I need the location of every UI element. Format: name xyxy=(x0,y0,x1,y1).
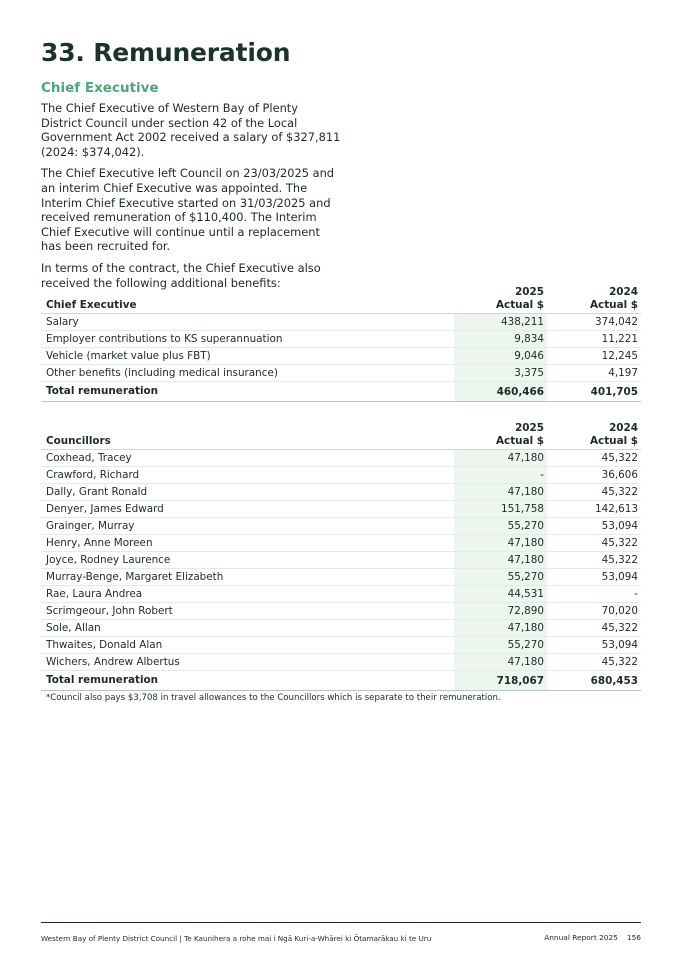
row-label: Joyce, Rodney Laurence xyxy=(41,552,454,569)
row-label: Scrimgeour, John Robert xyxy=(41,603,454,620)
row-label: Wichers, Andrew Albertus xyxy=(41,654,454,671)
value-2025: 3,375 xyxy=(454,365,547,382)
value-2025: 55,270 xyxy=(454,637,547,654)
table-row xyxy=(41,569,641,586)
header-year: 2025 xyxy=(515,422,544,434)
value-2025: 44,531 xyxy=(454,586,547,603)
paragraph-salary: The Chief Executive of Western Bay of Plenty District Council under section 42 of the Local Government Act 2002 received a salary of $327,811 (2024: $374,042). xyxy=(41,101,341,159)
paragraph-interim: The Chief Executive left Council on 23/03/2025 and an interim Chief Executive was appointed. The Interim Chief Executive started on 31/03/2025 and received remuneration of $110,400. The Interim Chief Executive will continue until a replacement has been recruited for. xyxy=(41,166,335,254)
row-label: Grainger, Murray xyxy=(41,518,454,535)
header-unit: Actual $ xyxy=(590,435,638,447)
value-2025: 55,270 xyxy=(454,569,547,586)
table-row xyxy=(41,331,641,348)
header-unit: Actual $ xyxy=(496,299,544,311)
table-row xyxy=(41,467,641,484)
table-row xyxy=(41,586,641,603)
table-row xyxy=(41,314,641,331)
footer-report-title: Annual Report 2025 xyxy=(544,933,618,942)
header-year: 2024 xyxy=(609,286,638,298)
value-2024: 4,197 xyxy=(547,365,641,382)
value-2025: 47,180 xyxy=(454,654,547,671)
row-label: Salary xyxy=(41,314,454,331)
value-2024: 70,020 xyxy=(547,603,641,620)
row-label: Sole, Allan xyxy=(41,620,454,637)
column-header-2025 xyxy=(454,422,547,450)
row-label: Henry, Anne Moreen xyxy=(41,535,454,552)
row-label: Coxhead, Tracey xyxy=(41,450,454,467)
page-title: 33. Remuneration xyxy=(41,38,291,67)
table-row xyxy=(41,535,641,552)
total-2024: 401,705 xyxy=(547,382,641,402)
value-2025: - xyxy=(454,467,547,484)
value-2024: 12,245 xyxy=(547,348,641,365)
total-2024: 680,453 xyxy=(547,671,641,691)
row-label: Employer contributions to KS superannuation xyxy=(41,331,454,348)
value-2024: 45,322 xyxy=(547,535,641,552)
row-label: Rae, Laura Andrea xyxy=(41,586,454,603)
value-2024: 53,094 xyxy=(547,637,641,654)
table-row xyxy=(41,552,641,569)
total-row xyxy=(41,382,641,402)
row-label: Dally, Grant Ronald xyxy=(41,484,454,501)
intro-text xyxy=(41,101,341,297)
table-header-row xyxy=(41,422,641,450)
value-2024: - xyxy=(547,586,641,603)
value-2024: 53,094 xyxy=(547,569,641,586)
value-2025: 47,180 xyxy=(454,535,547,552)
table-row xyxy=(41,620,641,637)
value-2024: 11,221 xyxy=(547,331,641,348)
value-2024: 45,322 xyxy=(547,484,641,501)
column-header-2024 xyxy=(547,286,641,314)
footer-report-info xyxy=(544,933,641,942)
value-2024: 53,094 xyxy=(547,518,641,535)
table-row xyxy=(41,603,641,620)
header-unit: Actual $ xyxy=(590,299,638,311)
total-label: Total remuneration xyxy=(41,671,454,691)
value-2025: 47,180 xyxy=(454,620,547,637)
value-2025: 438,211 xyxy=(454,314,547,331)
table-header-row xyxy=(41,286,641,314)
section-subheading: Chief Executive xyxy=(41,80,159,96)
councillors-table xyxy=(41,422,641,691)
table-row xyxy=(41,501,641,518)
table-row xyxy=(41,637,641,654)
column-header-label: Chief Executive xyxy=(41,286,454,314)
table-row xyxy=(41,365,641,382)
row-label: Denyer, James Edward xyxy=(41,501,454,518)
total-row xyxy=(41,671,641,691)
value-2024: 142,613 xyxy=(547,501,641,518)
row-label: Vehicle (market value plus FBT) xyxy=(41,348,454,365)
header-year: 2025 xyxy=(515,286,544,298)
table-row xyxy=(41,518,641,535)
footnote: *Council also pays $3,708 in travel allowances to the Councillors which is separate to their remuneration. xyxy=(46,693,501,703)
total-2025: 460,466 xyxy=(454,382,547,402)
value-2024: 45,322 xyxy=(547,620,641,637)
total-2025: 718,067 xyxy=(454,671,547,691)
value-2025: 9,046 xyxy=(454,348,547,365)
chief-executive-table xyxy=(41,286,641,402)
value-2025: 47,180 xyxy=(454,484,547,501)
paragraph-benefits: In terms of the contract, the Chief Executive also received the following additional benefits: xyxy=(41,260,321,290)
row-label: Thwaites, Donald Alan xyxy=(41,637,454,654)
row-label: Murray-Benge, Margaret Elizabeth xyxy=(41,569,454,586)
value-2024: 45,322 xyxy=(547,450,641,467)
value-2024: 45,322 xyxy=(547,552,641,569)
row-label: Crawford, Richard xyxy=(41,467,454,484)
column-header-2024 xyxy=(547,422,641,450)
value-2025: 9,834 xyxy=(454,331,547,348)
table-row xyxy=(41,348,641,365)
table-row xyxy=(41,484,641,501)
value-2025: 151,758 xyxy=(454,501,547,518)
value-2024: 374,042 xyxy=(547,314,641,331)
footer-council-name: Western Bay of Plenty District Council | Te Kaunihera a rohe mai i Ngā Kuri-a-Whārei ki Ōtamarākau ki te Uru xyxy=(41,934,432,943)
table-row xyxy=(41,654,641,671)
value-2025: 47,180 xyxy=(454,450,547,467)
value-2024: 36,606 xyxy=(547,467,641,484)
header-year: 2024 xyxy=(609,422,638,434)
header-unit: Actual $ xyxy=(496,435,544,447)
total-label: Total remuneration xyxy=(41,382,454,402)
value-2025: 47,180 xyxy=(454,552,547,569)
table-row xyxy=(41,450,641,467)
value-2025: 55,270 xyxy=(454,518,547,535)
column-header-label: Councillors xyxy=(41,422,454,450)
value-2024: 45,322 xyxy=(547,654,641,671)
row-label: Other benefits (including medical insurance) xyxy=(41,365,454,382)
page-number: 156 xyxy=(626,933,641,942)
column-header-2025 xyxy=(454,286,547,314)
footer-divider xyxy=(41,922,641,923)
value-2025: 72,890 xyxy=(454,603,547,620)
